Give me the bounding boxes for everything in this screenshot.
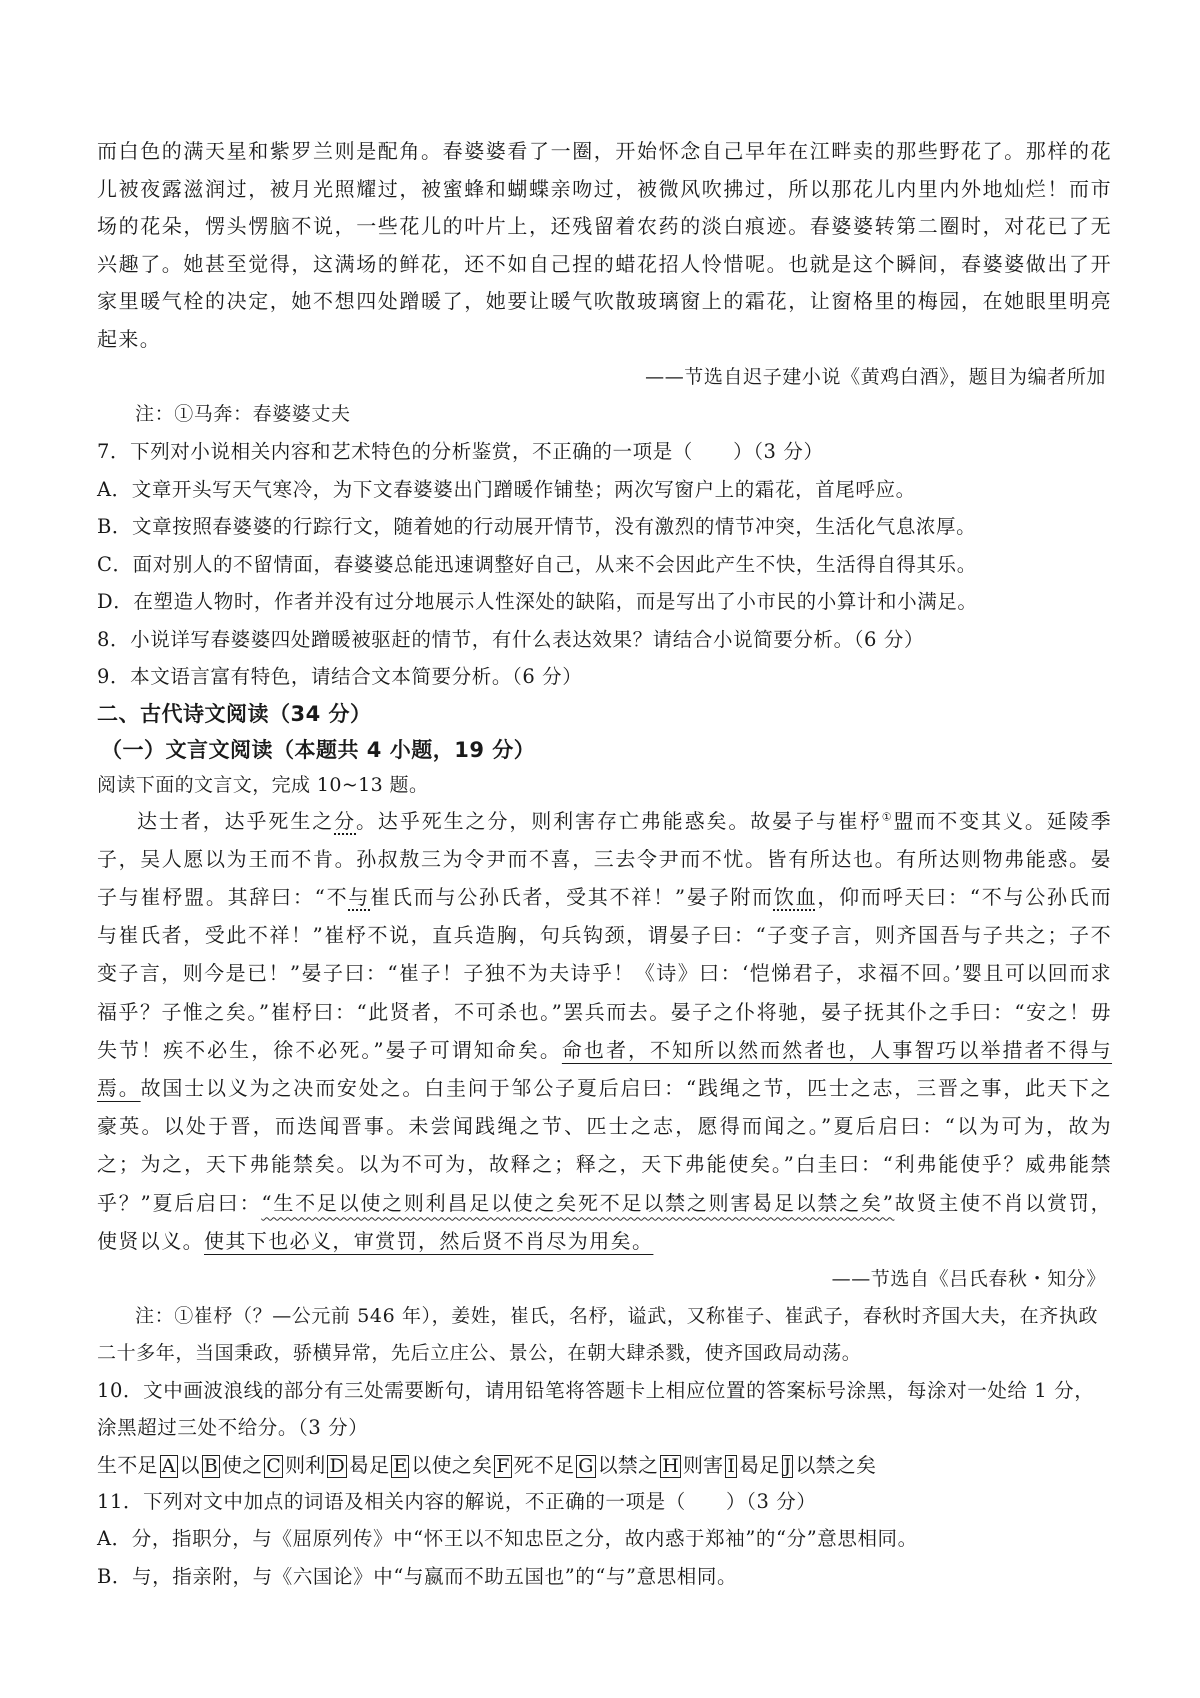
segment: 以使之矣 [411,1452,493,1477]
story-paragraph: 而白色的满天星和紫罗兰则是配角。春婆婆看了一圈，开始怀念自己早年在江畔卖的那些野花了。那样的花儿被夜露滋润过，被月光照耀过，被蜜蜂和蝴蝶亲吻过，被微风吹拂过，所以那花儿内里内外地灿烂！而市场的花朵，愣头愣脑不说，一些花儿的叶片上，还残留着农药的淡白痕迹。春婆婆转第二圈时，对花已了无兴趣了。她甚至觉得，这满场的鲜花，还不如自己捏的蜡花招人怜惜呢。也就是这个瞬间，春婆婆做出了开家里暖气栓的决定，她不想四处蹭暖了，她要让暖气吹散玻璃窗上的霜花，让窗格里的梅园，在她眼里明亮起来。 [97,139,1112,351]
segment: 曷足 [739,1452,780,1477]
question-8: 8．小说详写春婆婆四处蹭暖被驱赶的情节，有什么表达效果？请结合小说简要分析。（6 分） [97,627,925,651]
footnote-marker: ① [881,809,894,823]
question-7-option-d: D．在塑造人物时，作者并没有过分地展示人性深处的缺陷，而是写出了小市民的小算计和小满足。 [97,590,978,613]
question-7-option-b: B．文章按照春婆婆的行踪行文，随着她的行动展开情节，没有激烈的情节冲突，生活化气息浓厚。 [97,515,977,538]
classical-note: 注：①崔杼（？—公元前 546 年），姜姓，崔氏，名杼，谥武，又称崔子、崔武子，春秋时齐国大夫，在齐执政二十多年，当国秉政，骄横异常，先后立庄公、景公，在朝大肆杀戮，使齐国政局动荡。 [97,1304,1099,1364]
answer-box-f[interactable]: F [496,1454,510,1477]
question-7-option-c: C．面对别人的不留情面，春婆婆总能迅速调整好自己，从来不会因此产生不快，生活得自得其乐。 [97,552,977,576]
segment: 使之 [221,1452,263,1477]
segment: 死不足 [513,1452,575,1477]
dotted-word-fen: 分 [334,808,357,833]
passage-text: 故贤主使不肖以赏罚，使贤以义。 [97,1190,1112,1253]
story-note: 注：①马奔：春婆婆丈夫 [135,403,351,425]
answer-box-a[interactable]: A [161,1454,176,1477]
answer-box-j[interactable]: J [783,1454,792,1477]
passage-text: 故国士以义为之决而安处之。白圭问于邹公子夏后启曰：“践绳之节，匹士之志，三晋之事，此天下之豪英。以处于晋，而迭闻晋事。未尝闻践绳之节、匹士之志，愿得而闻之。”夏后启曰：“以为可为，故为之；为之，天下弗能禁矣。以为不可为，故释之；释之，天下弗能使矣。”白圭曰：“利弗能使乎？威弗能禁乎？”夏后启曰： [97,1075,1112,1215]
underlined-sentence-1: 命也者，不知所以然而然者也，人事智巧以举措者不得与焉。 [97,1037,1113,1100]
classical-passage [97,802,1112,1260]
question-7-stem: 7．下列对小说相关内容和艺术特色的分析鉴赏，不正确的一项是（ ）（3 分） [97,440,824,463]
question-11-option-a: A．分，指职分，与《屈原列传》中“怀王以不知忠臣之分，故内惑于郑袖”的“分”意思相同。 [97,1527,918,1551]
answer-box-b[interactable]: B [203,1454,218,1477]
answer-box-d[interactable]: D [329,1454,345,1477]
dotted-word-yinxue: 饮血 [773,884,818,909]
segment: 以 [179,1452,200,1477]
wavy-line-passage: “生不足以使之则利昌足以使之矣死不足以禁之则害曷足以禁之矣” [261,1190,895,1215]
answer-box-e[interactable]: E [393,1454,408,1477]
passage-text: 崔氏而与公孙氏者，受其不祥！”晏子附而 [370,884,774,909]
answer-box-i[interactable]: I [727,1454,736,1477]
question-10-stem: 10．文中画波浪线的部分有三处需要断句，请用铅笔将答题卡上相应位置的答案标号涂黑，每涂对一处给 1 分，涂黑超过三处不给分。（3 分） [97,1378,1095,1440]
segment: 则害 [682,1452,724,1477]
question-11-option-b: B．与，指亲附，与《六国论》中“与嬴而不助五国也”的“与”意思相同。 [97,1564,738,1588]
question-7-option-a: A．文章开头写天气寒冷，为下文春婆婆出门蹭暖作铺垫；两次写窗户上的霜花，首尾呼应。 [97,477,916,501]
segment: 生不足 [97,1452,158,1477]
reading-instruction: 阅读下面的文言文，完成 10~13 题。 [97,773,429,796]
question-10-break-options [97,1447,1112,1483]
story-source: ——节选自迟子建小说《黄鸡白酒》，题目为编者所加 [645,366,1106,388]
classical-source: ——节选自《吕氏春秋・知分》 [831,1267,1106,1290]
passage-text: 。达乎死生之分，则利害存亡弗能惑矣。故晏子与崔杼 [356,808,882,833]
section-2-heading: 二、古代诗文阅读（34 分） [97,701,372,726]
answer-box-c[interactable]: C [266,1454,282,1477]
question-11-stem: 11．下列对文中加点的词语及相关内容的解说，不正确的一项是（ ）（3 分） [97,1489,817,1513]
answer-box-h[interactable]: H [662,1454,679,1477]
segment: 以禁之矣 [795,1452,877,1477]
dotted-word-yu: 与 [348,884,371,909]
underlined-sentence-2: 使其下也必义，审赏罚，然后贤不肖尽为用矣。 [204,1228,654,1253]
passage-text: 盟而不变其义。延陵季子，吴人愿以为王而不肯。孙叔敖三为令尹而不喜，三去令尹而不忧。皆有所达也。有所达则物弗能惑。晏子与崔杼盟。其辞曰：“不 [97,808,1112,909]
segment: 以禁之 [597,1452,659,1477]
passage-text: ，仰而呼天曰：“不与公孙氏而与崔氏者，受此不祥！”崔杼不说，直兵造胸，句兵钩颈，谓晏子曰：“子变子言，则齐国吾与子共之；子不变子言，则今是已！”晏子曰：“崔子！子独不为夫诗乎！《诗》曰：‘恺悌君子，求福不回。’婴且可以回而求福乎？子惟之矣。”崔杼曰：“此贤者，不可杀也。”罢兵而去。晏子之仆将驰，晏子抚其仆之手曰：“安之！毋失节！疾不必生，徐不必死。”晏子可谓知命矣。 [97,884,1112,1062]
subsection-1-heading: （一）文言文阅读（本题共 4 小题，19 分） [101,737,536,762]
segment: 则利 [285,1452,326,1477]
exam-page [97,133,1112,1595]
answer-box-g[interactable]: G [578,1454,594,1477]
passage-text: 达士者，达乎死生之 [137,808,335,833]
segment: 曷足 [348,1452,390,1477]
question-9: 9．本文语言富有特色，请结合文本简要分析。（6 分） [97,665,583,688]
